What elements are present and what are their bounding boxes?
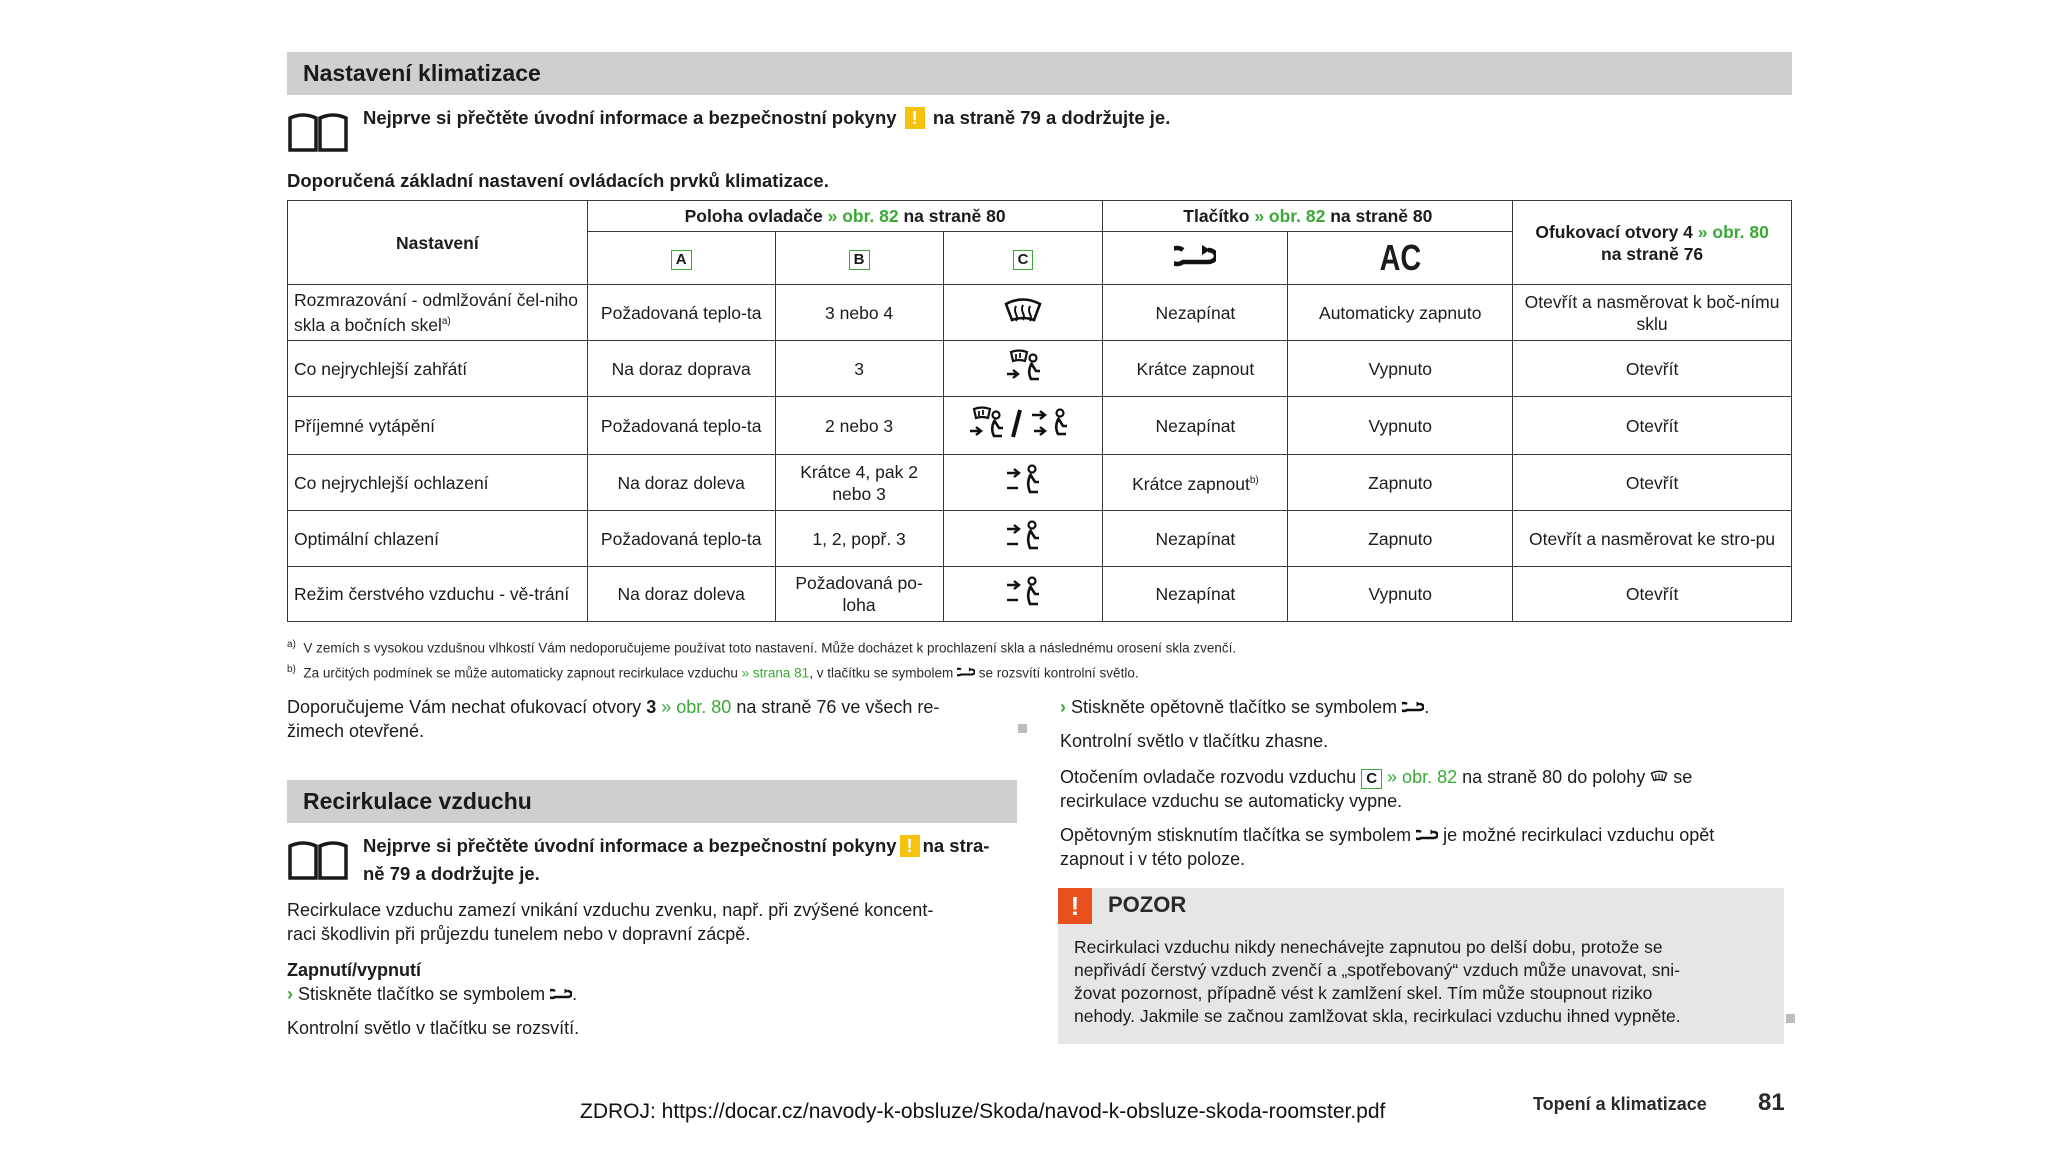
page-number: 81 xyxy=(1758,1089,1785,1116)
body-vent-icon xyxy=(1003,463,1043,497)
recirculation-icon xyxy=(957,667,975,677)
col-header-b: B xyxy=(775,232,943,285)
col-header-a: A xyxy=(587,232,775,285)
table-row: Optimální chlazení Požadovaná teplo-ta 1, 2, popř. 3 Nezapínat Zapnuto Otevřít a nasměrovat ke stro-pu xyxy=(288,511,1792,567)
recirculation-icon xyxy=(1416,829,1438,841)
onoff-title: Zapnutí/vypnutí xyxy=(287,960,421,980)
chapter-title: Topení a klimatizace xyxy=(1533,1094,1707,1114)
notice-text: Nejprve si přečtěte úvodní informace a bezpečnostní pokyny xyxy=(363,107,897,128)
source-citation: ZDROJ: https://docar.cz/navody-k-obsluze/Skoda/navod-k-obsluze-skoda-roomster.pdf xyxy=(580,1100,1386,1123)
safety-notice: Nejprve si přečtěte úvodní informace a bezpečnostní pokyny ! na stra- ně 79 a dodržujte je. xyxy=(287,832,1017,888)
manual-book-icon xyxy=(287,838,349,880)
figure-link[interactable]: » obr. 80 xyxy=(661,697,732,717)
vents-recommendation: Doporučujeme Vám nechat ofukovací otvory 3 » obr. 80 na straně 76 ve všech re- žimech otevřené. xyxy=(287,697,940,741)
section-title-bar xyxy=(287,780,1017,823)
recirculation-icon xyxy=(1174,244,1216,268)
table-row: Rozmrazování - odmlžování čel-niho skla a bočních skel$^{a)}$ Požadovaná teplo-ta 3 nebo 4 Nezapínat Automaticky zapnuto Otevřít a nasměrovat k boč-nímu sklu xyxy=(288,285,1792,341)
col-header-c: C xyxy=(943,232,1103,285)
manual-book-icon xyxy=(287,110,349,152)
warning-icon: ! xyxy=(905,107,925,129)
table-row: Co nejrychlejší zahřátí Na doraz doprava 3 Krátce zapnout Vypnuto Otevřít xyxy=(288,341,1792,397)
body-vent-icon xyxy=(1003,519,1043,553)
body-vent-icon xyxy=(1003,575,1043,609)
footwell-windscreen-or-footwell-body-icon xyxy=(968,405,1078,441)
table-row: Režim čerstvého vzduchu - vě-trání Na doraz doleva Požadovaná po-loha Nezapínat Vypnuto Otevřít xyxy=(288,567,1792,622)
end-marker xyxy=(1786,1014,1795,1023)
section-title: Nastavení klimatizace xyxy=(303,60,541,86)
figure-link[interactable]: » obr. 82 xyxy=(1387,767,1458,787)
end-marker xyxy=(1018,724,1027,733)
footnotes xyxy=(287,634,1792,683)
warning-text: Recirkulaci vzduchu nikdy nenechávejte zapnutou po delší dobu, protože se nepřivádí čerstvý vzduch zvenčí a „spotřebovaný“ vzduch může unavovat, sni- žovat pozornost, případně vést k zamlžení skel. Tím může stoupnout riziko nehody. Jakmile se začnou zamlžovat skla, recirkulaci vzduchu ihned vypněte. xyxy=(1074,937,1681,1026)
section-title: Recirkulace vzduchu xyxy=(303,788,532,814)
safety-notice xyxy=(287,104,1387,152)
recirculation-icon xyxy=(550,988,572,1000)
table-row: Příjemné vytápění Požadovaná teplo-ta 2 nebo 3 Nezapínat Vypnuto Otevřít xyxy=(288,397,1792,455)
notice-suffix: na straně 79 a dodržujte je. xyxy=(932,107,1171,128)
table-caption: Doporučená základní nastavení ovládacích prvků klimatizace. xyxy=(287,170,829,191)
windscreen-defrost-icon xyxy=(1003,295,1043,325)
section-title-bar xyxy=(287,52,1792,95)
col-header-vents: Ofukovací otvory 4 » obr. 80 na straně 76 xyxy=(1513,201,1792,285)
footnote-link[interactable]: » strana 81 xyxy=(741,665,810,680)
warning-icon: ! xyxy=(900,835,920,857)
onoff-result: Kontrolní světlo v tlačítku se rozsvítí. xyxy=(287,1018,580,1038)
recirculation-intro: Recirkulace vzduchu zamezí vnikání vzduchu zvenku, např. při zvýšené koncent- raci škodlivin při průjezdu tunelem nebo v dopravní zácpě. xyxy=(287,900,934,944)
warning-title: POZOR xyxy=(1108,892,1187,917)
repeat-step: › Stiskněte opětovně tlačítko se symbolem . xyxy=(1060,697,1430,717)
col-header-setting: Nastavení xyxy=(288,201,588,285)
warning-icon: ! xyxy=(1058,888,1092,924)
footwell-windscreen-icon xyxy=(1003,349,1043,383)
recirculation-icon xyxy=(1402,701,1424,713)
onoff-section xyxy=(287,958,1017,1040)
col-header-recirc xyxy=(1103,232,1288,285)
warning-box xyxy=(1058,888,1784,1044)
windscreen-defrost-icon xyxy=(1650,769,1668,783)
col-header-ac: AC xyxy=(1310,232,1490,285)
table-row: Co nejrychlejší ochlazení Na doraz doleva Krátce 4, pak 2 nebo 3 Krátce zapnout$^{b)}$ Zapnuto Otevřít xyxy=(288,455,1792,511)
settings-table xyxy=(287,200,1792,622)
onoff-step: › Stiskněte tlačítko se symbolem . xyxy=(287,984,578,1004)
footnote-b: $^{b)}$ Za určitých podmínek se může automaticky zapnout recirkulace vzduchu » strana 81, v tlačítku se symbolem se rozsvítí kontrolní světlo. xyxy=(287,663,1139,680)
right-column: › Stiskněte opětovně tlačítko se symbolem . Kontrolní světlo v tlačítku zhasne. Otočením ovladače rozvodu vzduchu C » obr. 82 na straně 80 do polohy se recirkulace vzduchu se automaticky vypne. Opětovným stisknutím tlačítka se symbolem je možné recirkulaci vzduchu opět zapnout i v této poloze. xyxy=(1060,695,1795,871)
col-group-position: Poloha ovladače » obr. 82 na straně 80 xyxy=(587,201,1103,232)
footnote-a: $^{a)}$ V zemích s vysokou vzdušnou vlhkostí Vám nedoporučujeme používat toto nastavení. Může docházet k prochlazení skla a následnému orosení skla zvenčí. xyxy=(287,639,1237,656)
col-group-button: Tlačítko » obr. 82 na straně 80 xyxy=(1103,201,1513,232)
